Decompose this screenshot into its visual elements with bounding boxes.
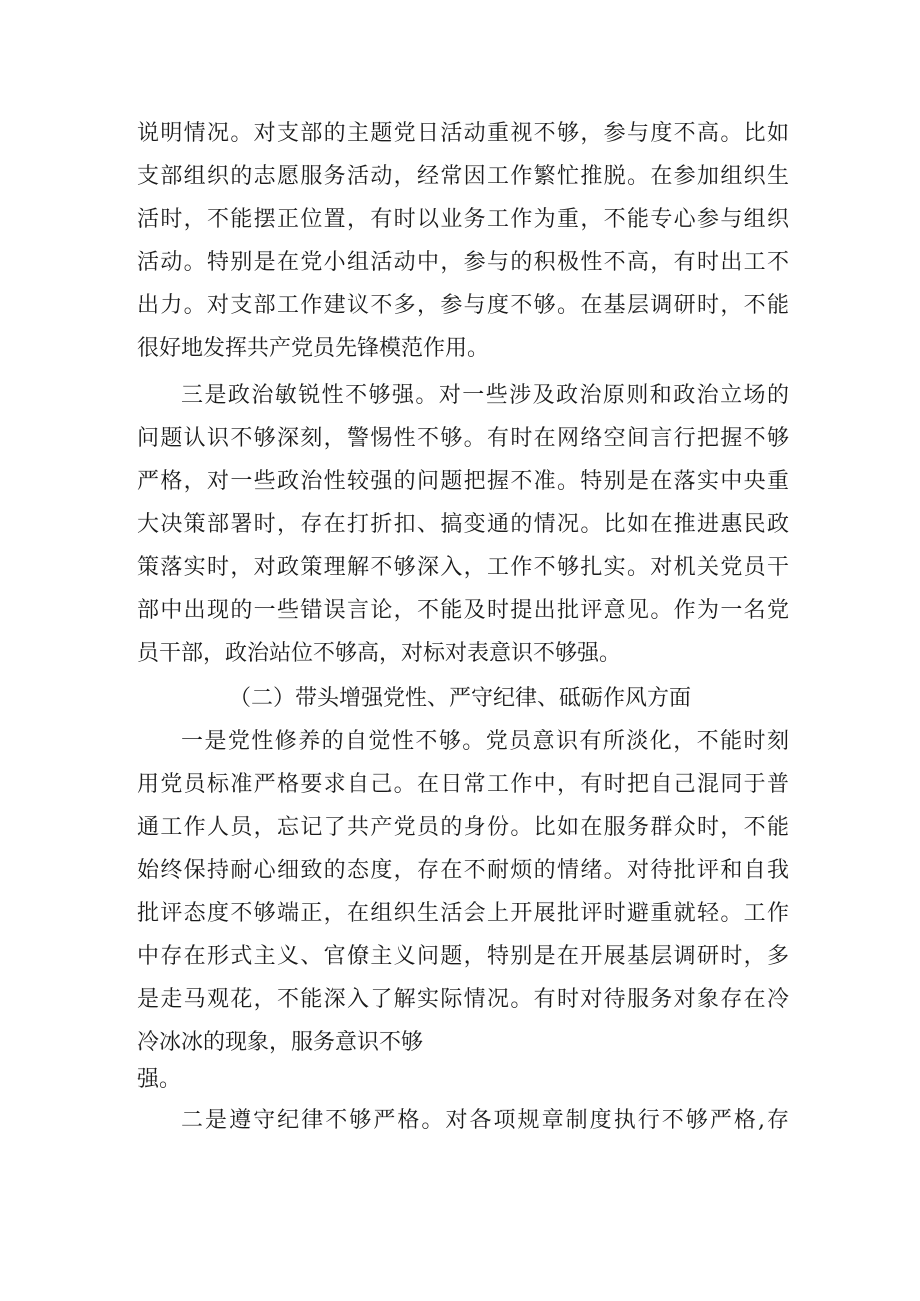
section-heading: （二）带头增强党性、严守纪律、砥砺作风方面 — [229, 686, 692, 711]
text-line: 批评态度不够端正，在组织生活会上开展批评时避重就轻。工作 — [137, 901, 789, 926]
text-line: 中存在形式主义、官僚主义问题，特别是在开展基层调研时，多 — [137, 944, 789, 969]
text-line: 二是遵守纪律不够严格。对各项规章制度执行不够严格,存 — [181, 1108, 789, 1133]
text-line: 始终保持耐心细致的态度，存在不耐烦的情绪。对待批评和自我 — [137, 858, 789, 883]
text-line: 强。 — [137, 1067, 182, 1092]
text-line: 大决策部署时，存在打折扣、搞变通的情况。比如在推进惠民政 — [137, 512, 789, 537]
text-line: 很好地发挥共产党员先锋模范作用。 — [137, 336, 490, 361]
text-line: 冷冰冰的现象，服务意识不够 — [137, 1030, 424, 1055]
text-line: 支部组织的志愿服务活动，经常因工作繁忙推脱。在参加组织生 — [137, 164, 789, 189]
text-line: 策落实时，对政策理解不够深入，工作不够扎实。对机关党员干 — [137, 555, 789, 580]
text-line: 三是政治敏锐性不够强。对一些涉及政治原则和政治立场的 — [181, 383, 789, 408]
text-line: 活动。特别是在党小组活动中，参与的积极性不高，有时出工不 — [137, 250, 789, 275]
text-line: 用党员标准严格要求自己。在日常工作中，有时把自己混同于普 — [137, 772, 789, 797]
text-line: 活时，不能摆正位置，有时以业务工作为重，不能专心参与组织 — [137, 207, 789, 232]
text-line: 说明情况。对支部的主题党日活动重视不够，参与度不高。比如 — [137, 121, 789, 146]
text-line: 出力。对支部工作建议不多，参与度不够。在基层调研时，不能 — [137, 293, 789, 318]
text-line: 严格，对一些政治性较强的问题把握不准。特别是在落实中央重 — [137, 469, 789, 494]
text-line: 是走马观花，不能深入了解实际情况。有时对待服务对象存在冷 — [137, 987, 789, 1012]
text-line: 一是党性修养的自觉性不够。党员意识有所淡化，不能时刻 — [181, 729, 789, 754]
text-line: 员干部，政治站位不够高，对标对表意识不够强。 — [137, 641, 622, 666]
text-line: 通工作人员，忘记了共产党员的身份。比如在服务群众时，不能 — [137, 815, 789, 840]
text-line: 问题认识不够深刻，警惕性不够。有时在网络空间言行把握不够 — [137, 426, 789, 451]
text-line: 部中出现的一些错误言论，不能及时提出批评意见。作为一名党 — [137, 598, 789, 623]
